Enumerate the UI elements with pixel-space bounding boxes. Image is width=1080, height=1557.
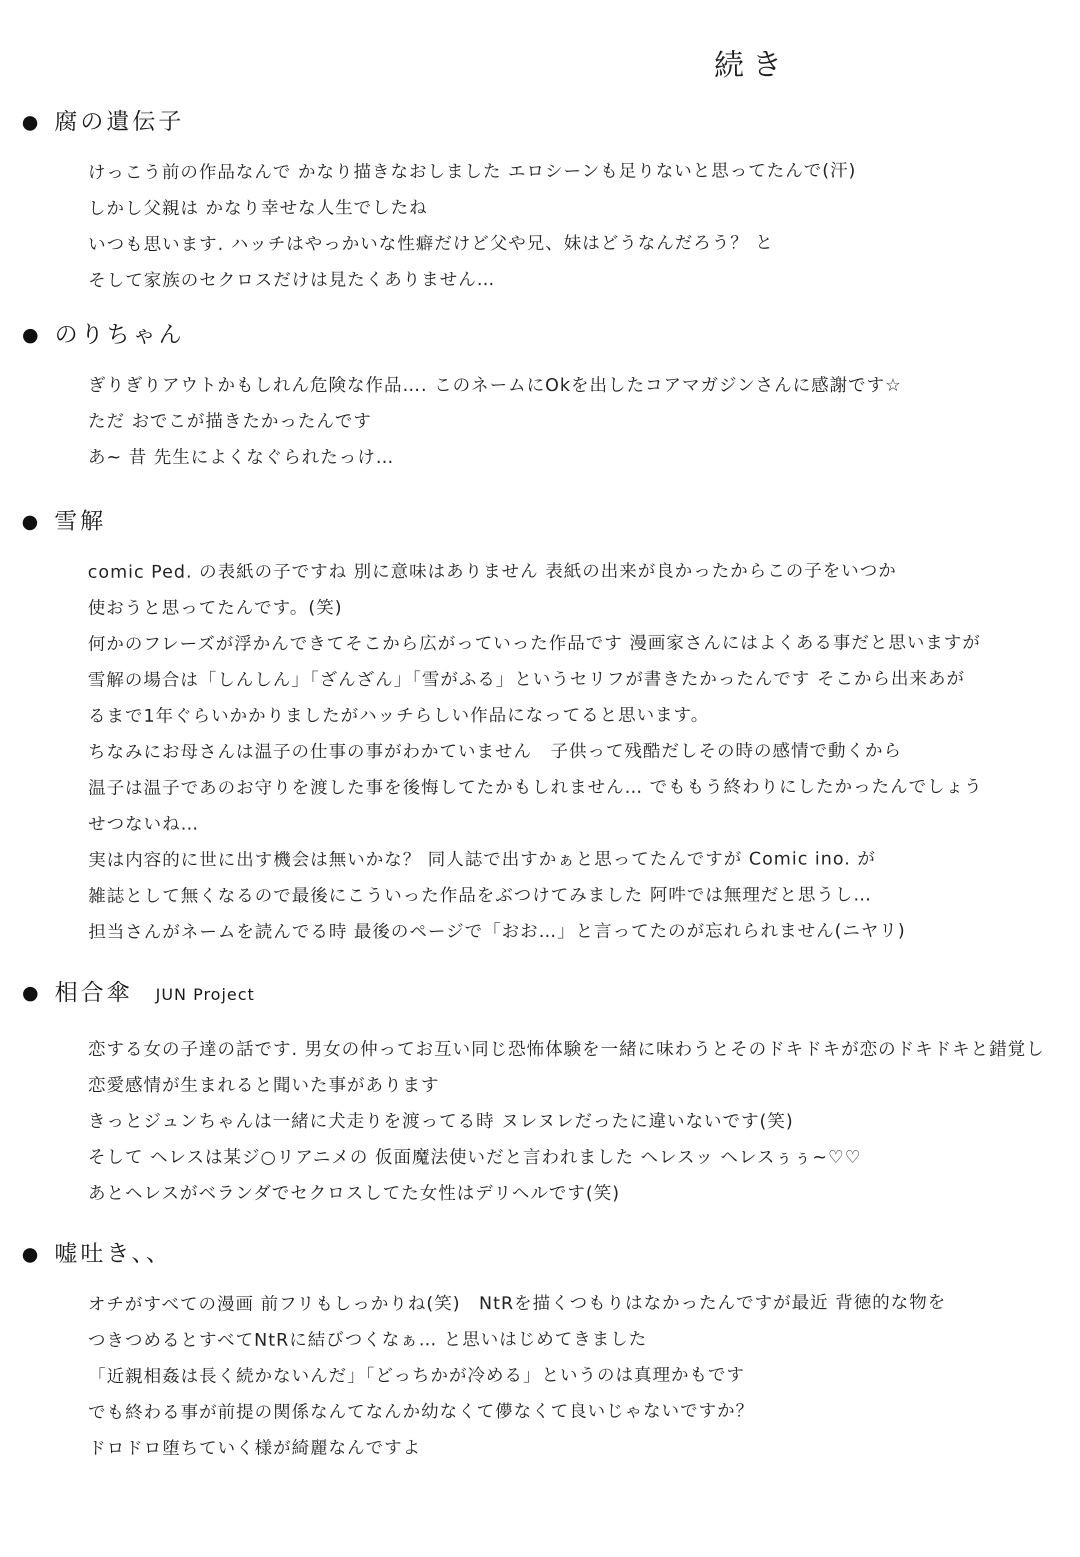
text-line: きっとジュンちゃんは一緒に犬走りを渡ってる時 ヌレヌレだったに違いないです(笑)	[88, 1112, 794, 1132]
section-body	[22, 553, 1080, 951]
section-header	[22, 1237, 1080, 1270]
text-line: 温子は温子であのお守りを渡した事を後悔してたかもしれません… でももう終わりにしたかったんでしょう	[88, 777, 983, 799]
text-line: そして ヘレスは某ジ○リアニメの 仮面魔法使いだと言われました ヘレスッ ヘレスぅぅ~♡♡	[88, 1148, 862, 1168]
section-heading: 腐の遺伝子	[54, 108, 185, 136]
section-header	[22, 505, 1080, 537]
page-title: 続き	[713, 47, 791, 84]
text-line: comic Ped. の表紙の子ですね 別に意味はありません 表紙の出来が良かったからこの子をいつか	[87, 561, 897, 583]
section-heading: のりちゃん	[54, 322, 185, 348]
text-line: 「近親相姦は長く続かないんだ」「どっちかが冷める」というのは真理かもです	[88, 1365, 745, 1388]
section-aiaigasa	[0, 976, 1080, 1212]
section-nori-chan	[0, 320, 1080, 476]
section-fu-no-idenshi	[0, 105, 1080, 300]
text-line: ドロドロ堕ちていく様が綺麗なんですよ	[88, 1438, 422, 1460]
text-line: あ~ 昔 先生によくなぐられたっけ…	[88, 448, 395, 468]
text-line: 担当さんがネームを読んでる時 最後のページで「おお…」と言ってたのが忘れられません(ニヤリ)	[88, 921, 906, 943]
bullet-icon: ●	[22, 324, 42, 346]
text-line: 恋する女の子達の話です. 男女の仲ってお互い同じ恐怖体験を一緒に味わうとそのドキドキが恋のドキドキと錯覚し	[88, 1040, 1045, 1060]
section-header	[22, 320, 1080, 350]
text-line: つきつめるとすべてNtRに結びつくなぁ… と思いはじめてきました	[87, 1329, 648, 1352]
section-heading: 雪解	[54, 508, 107, 535]
section-usotsuki	[0, 1237, 1080, 1468]
section-header	[22, 105, 1080, 138]
text-line: 恋愛感情が生まれると聞いた事があります	[88, 1076, 440, 1096]
section-body	[22, 1285, 1080, 1468]
text-line: ぎりぎりアウトかもしれん危険な作品…. このネームにOkを出したコアマガジンさんに感謝です☆	[88, 376, 902, 396]
section-heading: 嘘吐き、、	[54, 1240, 172, 1268]
text-line: 何かのフレーズが浮かんできてそこから広がっていった作品です 漫画家さんにはよくある事だと思いますが	[87, 633, 981, 655]
text-line: 雪解の場合は「しんしん」「ざんざん」「雪がふる」というセリフが書きたかったんです そこから出来あが	[87, 669, 965, 691]
text-line: ちなみにお母さんは温子の仕事の事がわかていません 子供って残酷だしその時の感情で動くから	[88, 741, 903, 763]
bullet-icon: ●	[22, 982, 42, 1004]
text-line: いつも思います. ハッチはやっかいな性癖だけど父や兄、妹はどうなんだろう？ と	[88, 233, 774, 256]
text-line: けっこう前の作品なんで かなり描きなおしました エロシーンも足りないと思ってたんで(汗)	[87, 161, 857, 184]
section-body	[22, 1032, 1080, 1212]
text-line: 雑誌として無くなるので最後にこういった作品をぶつけてみました 阿吽では無理だと思うし…	[88, 885, 872, 907]
section-heading: 相合傘	[54, 980, 133, 1006]
text-line: オチがすべての漫画 前フリもしっかりね(笑) NtRを描くつもりはなかったんですが最近 背徳的な物を	[87, 1292, 947, 1316]
text-line: しかし父親は かなり幸せな人生でしたね	[87, 198, 428, 220]
section-body	[22, 153, 1080, 300]
text-line: るまで1年ぐらいかかりましたがハッチらしい作品になってると思います。	[87, 705, 710, 727]
bullet-icon: ●	[21, 1243, 42, 1266]
text-line: そして家族のセクロスだけは見たくありません…	[88, 270, 496, 292]
text-line: ただ おでこが描きたかったんです	[88, 412, 372, 432]
text-line: でも終わる事が前提の関係なんてなんか幼なくて儚なくて良いじゃないですか？	[88, 1401, 755, 1424]
section-header	[22, 976, 1080, 1010]
section-body	[22, 368, 1080, 476]
section-subheading: JUN Project	[155, 985, 255, 1004]
text-line: あとヘレスがベランダでセクロスしてた女性はデリヘルです(笑)	[88, 1184, 621, 1204]
text-line: せつないね…	[88, 814, 200, 835]
text-line: 使おうと思ってたんです。(笑)	[87, 598, 343, 619]
bullet-icon: ●	[21, 510, 42, 533]
bullet-icon: ●	[21, 111, 42, 134]
text-line: 実は内容的に世に出す機会は無いかな？ 同人誌で出すかぁと思ってたんですが Comic ino. が	[88, 849, 876, 871]
section-yukidoke	[0, 505, 1080, 951]
